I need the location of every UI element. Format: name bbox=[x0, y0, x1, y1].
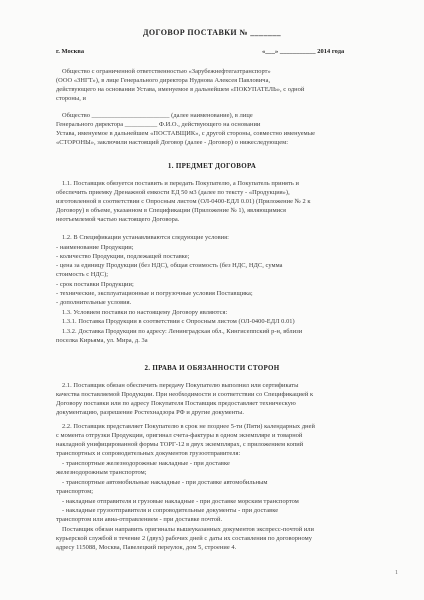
preamble-line: Общество с ограниченной ответственностью «Зарубежнефтегазтранспорт» bbox=[62, 68, 271, 75]
section-1-line: - количество Продукции, подлежащей поставке; bbox=[56, 253, 190, 260]
contract-title: ДОГОВОР ПОСТАВКИ № _______ bbox=[142, 28, 282, 37]
section-1-title: 1. ПРЕДМЕТ ДОГОВОРА bbox=[167, 162, 257, 170]
preamble-line: (ООО «ЗНГТ»), в лице Генерального директора Нуднова Алексея Павловича, bbox=[56, 77, 271, 84]
section-2-line: 2.2. Поставщик представляет Покупателю в срок не позднее 5-ти (Пяти) календарных дней bbox=[62, 423, 315, 430]
preamble-line: Общество ________________________ (далее наименование), в лице bbox=[62, 112, 253, 119]
section-1-line: - срок поставки Продукции; bbox=[56, 281, 134, 288]
section-2-line: Поставщик обязан направить оригиналы вышеуказанных документов экспресс-почтой или bbox=[62, 526, 315, 533]
section-1-line: Договору) в объеме, указанном в Спецификации (Приложение № 1), являющимися bbox=[56, 207, 287, 214]
preamble-line: Устава, именуемое в дальнейшем «ПОСТАВЩИК», с другой стороны, совместно именуемые bbox=[56, 130, 315, 137]
section-2-line: - накладные грузоотправителя и сопроводительные документы - при доставке bbox=[62, 507, 279, 514]
section-1-line: 1.2. В Спецификации устанавливаются следующие условия: bbox=[62, 234, 229, 241]
preamble-line: действующего на основании Устава, именуемое в дальнейшем «ПОКУПАТЕЛЬ», с одной bbox=[56, 86, 305, 93]
section-2-line: транспортных и сопроводительных документов грузоотправителя: bbox=[56, 450, 241, 457]
section-2-line: - транспортные автомобильные накладные - при доставке автомобильным bbox=[62, 479, 268, 486]
preamble-line: Генерального директора __________ Ф.И.О., действующего на основании bbox=[56, 121, 261, 128]
section-1-line: - дополнительные условия. bbox=[56, 299, 132, 306]
preamble-line: «СТОРОНЫ», заключили настоящий Договор (далее - Договор) о нижеследующем: bbox=[56, 139, 289, 146]
section-1-line: 1.3. Условием поставки по настоящему Договору являются: bbox=[62, 309, 228, 316]
section-2-line: адресу 115088, Москва, Павелецкий переулок, дом 5, строение 4. bbox=[56, 544, 237, 551]
section-1-line: 1.3.1. Поставка Продукции в соответствии с Опросным листом (ОЛ-0400-ЕДЛ 0.01) bbox=[62, 318, 295, 325]
section-2-line: Договору поставки или по адресу Покупателя Поставщик предоставляет техническую bbox=[56, 400, 296, 407]
section-2-line: документацию, разрешение Ростехнадзора РФ и другие документы. bbox=[56, 409, 244, 416]
section-1-line: - технические, эксплуатационные и погрузочные условия Поставщика; bbox=[56, 290, 253, 297]
section-1-line: 1.3.2. Доставка Продукции по адресу: Ленинградская обл., Кингисеппский р-н, вблизи bbox=[62, 328, 303, 335]
section-2-line: железнодорожным транспортом; bbox=[56, 469, 147, 476]
section-1-line: поселка Кирьяма, ул. Мира, д. 3а bbox=[56, 337, 148, 344]
section-2-line: качества поставляемой Продукции. При необходимости и соответствии со Спецификацией к bbox=[56, 391, 314, 398]
page-number: 1 bbox=[395, 570, 398, 576]
section-2-line: с момента отгрузки Продукции, оригинал счета-фактуры в одном экземпляре и товарной bbox=[56, 432, 303, 439]
section-1-line: стоимость с НДС); bbox=[56, 271, 109, 278]
section-1-line: - цена за единицу Продукции (без НДС), общая стоимость (без НДС, НДС, сумма bbox=[56, 262, 283, 269]
section-2-line: накладной унифицированной формы ТОРГ-12 в двух экземплярах, с приложением копий bbox=[56, 441, 304, 448]
section-2-line: - накладные отправителя и грузовые накладные - при доставке морским транспортом bbox=[62, 498, 299, 505]
section-1-line: неотъемлемой частью настоящего Договора. bbox=[56, 216, 180, 223]
section-1-line: обеспечить приемку Дренажной емкости ЕД 50 м3 (далее по тексту - «Продукция»), bbox=[56, 189, 290, 196]
section-2-line: транспортом или авиа-отправлением - при доставке почтой. bbox=[56, 516, 223, 523]
city-label: г. Москва bbox=[56, 48, 85, 55]
section-2-line: курьерской службой в течение 2 (двух) рабочих дней с даты их составления по договорному bbox=[56, 535, 312, 542]
section-1-line: изготовленной в соответствии с Опросным листом (ОЛ-0400-ЕДЛ 0.01) (Приложение № 2 к bbox=[56, 198, 311, 205]
contract-date: «___» ___________ 2014 года bbox=[262, 48, 345, 55]
preamble-line: стороны, и bbox=[56, 95, 86, 102]
section-1-line: - наименование Продукции; bbox=[56, 244, 134, 251]
section-2-line: 2.1. Поставщик обязан обеспечить передачу Покупателю выполнил или сертификаты bbox=[62, 382, 299, 389]
section-2-line: транспортом; bbox=[56, 488, 94, 495]
section-2-line: - транспортные железнодорожные накладные - при доставке bbox=[62, 460, 230, 467]
section-2-title: 2. ПРАВА И ОБЯЗАННОСТИ СТОРОН bbox=[144, 364, 280, 372]
section-1-line: 1.1. Поставщик обязуется поставить и передать Покупателю, а Покупатель принять и bbox=[62, 180, 299, 187]
